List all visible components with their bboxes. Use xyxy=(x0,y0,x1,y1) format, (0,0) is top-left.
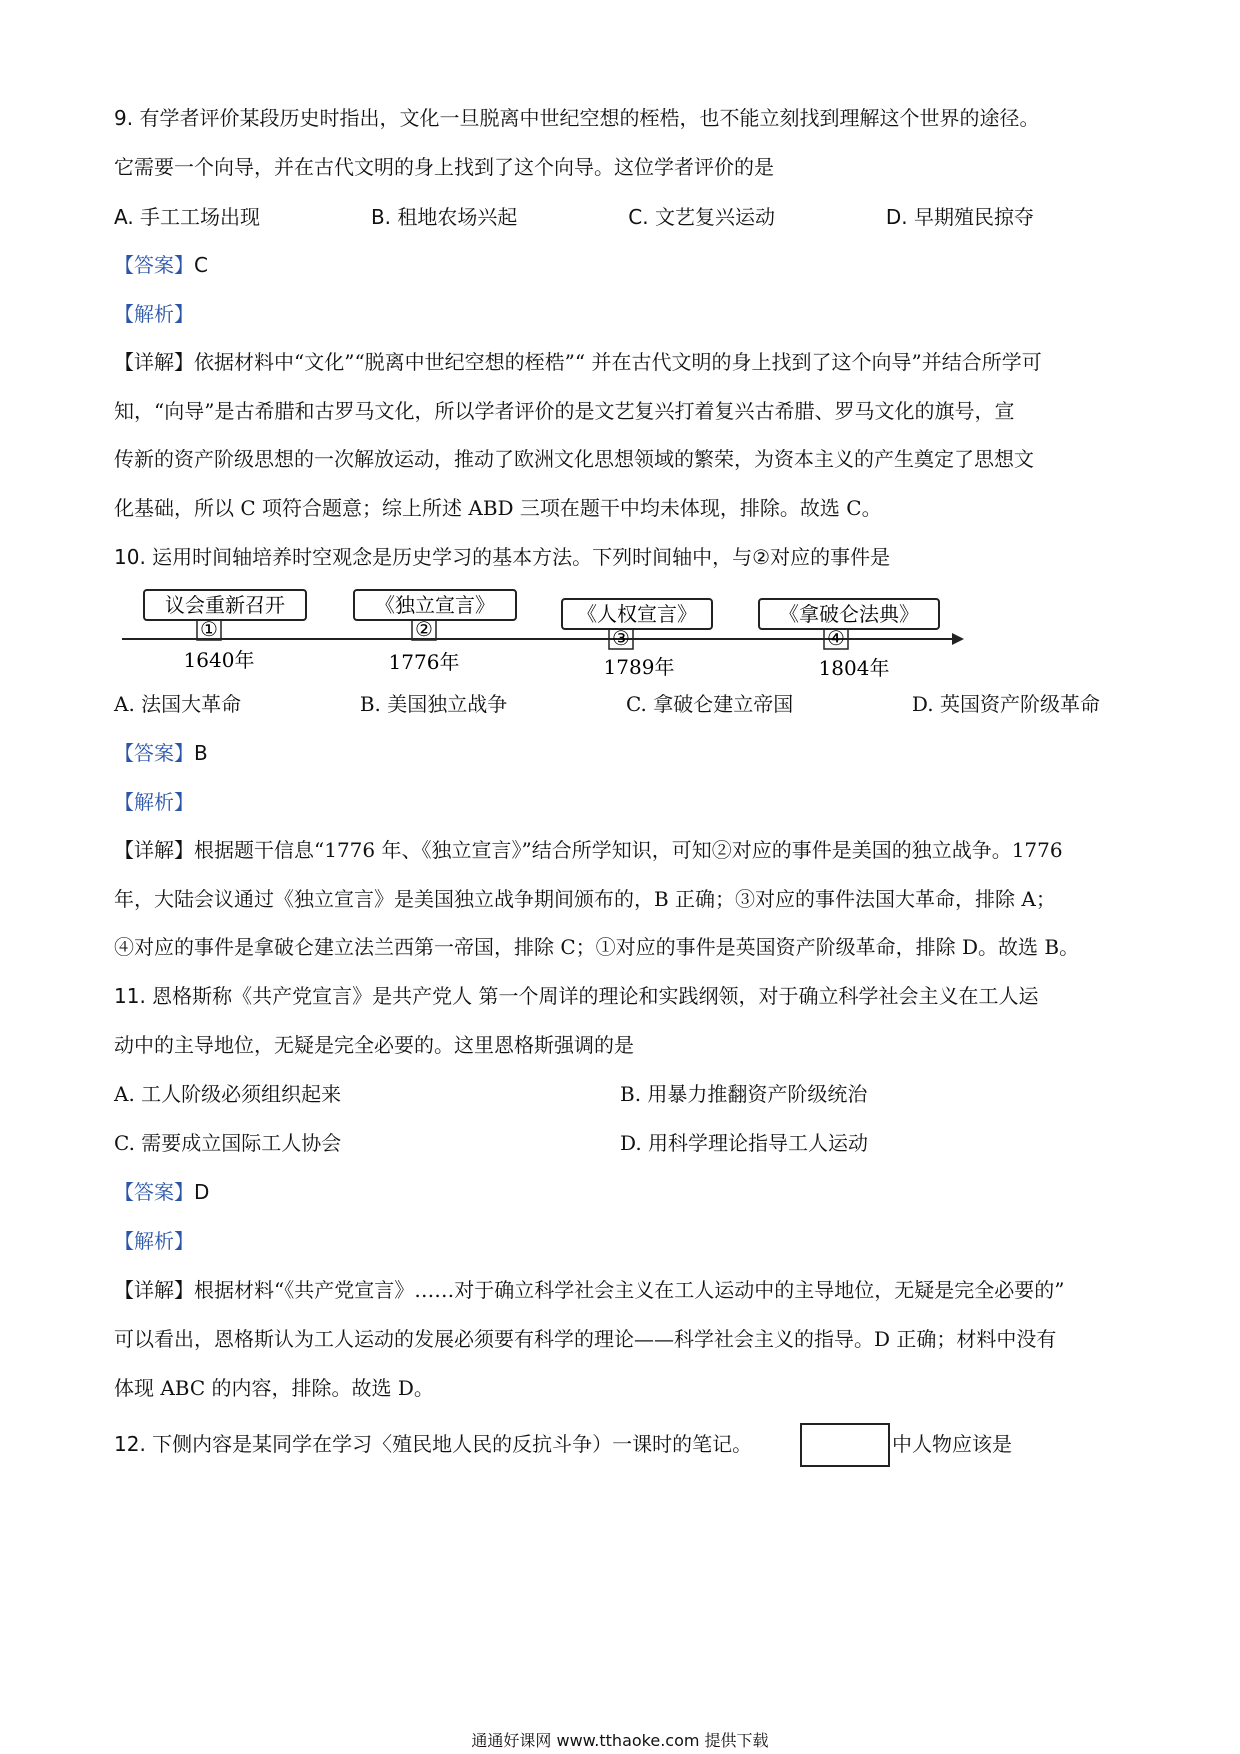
q9-detail-text-1: 依据材料中“文化”“脱离中世纪空想的桎梏”“ 并在古代文明的身上找到了这个向导”并结合所学可 xyxy=(194,350,1042,374)
q10-option-d: D. 英国资产阶级革命 xyxy=(911,692,1100,716)
q11-detail-text-1: 根据材料“《共产党宣言》……对于确立科学社会主义在工人运动中的主导地位，无疑是完全必要的” xyxy=(194,1278,1065,1302)
q11-analysis-heading xyxy=(114,1229,194,1253)
q9-stem-line-2: 它需要一个向导，并在古代文明的身上找到了这个向导。这位学者评价的是 xyxy=(114,155,774,179)
timeline-num-1: ① xyxy=(200,617,218,641)
timeline-event-1 xyxy=(144,590,306,672)
timeline-num-4: ④ xyxy=(827,626,845,650)
timeline-label-1: 议会重新召开 xyxy=(165,593,285,617)
detail-tag: 【详解】 xyxy=(114,1278,194,1302)
answer-blank-box xyxy=(800,1423,890,1467)
q10-option-b: B. 美国独立战争 xyxy=(359,692,508,716)
q11-answer-value: D xyxy=(194,1180,210,1204)
page-footer: 通通好课网 www.tthaoke.com 提供下载 xyxy=(471,1731,769,1750)
timeline-event-2 xyxy=(354,590,516,674)
timeline-label-2: 《独立宣言》 xyxy=(375,593,495,617)
answer-tag: 【答案】 xyxy=(114,741,194,765)
answer-tag: 【答案】 xyxy=(114,1180,194,1204)
q11-stem-line-1: 11. 恩格斯称《共产党宣言》是共产党人 第一个周详的理论和实践纲领，对于确立科学社会主义在工人运 xyxy=(114,984,1039,1008)
q9-detail-line-2: 知，“向导”是古希腊和古罗马文化，所以学者评价的是文艺复兴打着复兴古希腊、罗马文化的旗号，宣 xyxy=(114,399,1015,423)
q10-detail-line-3: ④对应的事件是拿破仑建立法兰西第一帝国，排除 C；①对应的事件是英国资产阶级革命，排除 D。故选 B。 xyxy=(114,935,1080,959)
q9-options xyxy=(114,205,1034,229)
detail-tag: 【详解】 xyxy=(114,838,194,862)
timeline-year-4: 1804年 xyxy=(818,656,890,680)
q10-analysis-heading xyxy=(114,790,194,814)
q10-options xyxy=(114,692,1100,716)
timeline-label-3: 《人权宣言》 xyxy=(577,602,697,626)
q9-option-c: C. 文艺复兴运动 xyxy=(628,205,775,229)
timeline-arrow-icon xyxy=(952,633,964,645)
q10-answer xyxy=(114,741,208,765)
q12-stem-after: 中人物应该是 xyxy=(892,1432,1012,1456)
q10-option-c: C. 拿破仑建立帝国 xyxy=(625,692,794,716)
q9-analysis-heading xyxy=(114,302,194,326)
detail-tag: 【详解】 xyxy=(114,350,194,374)
q11-option-c: C. 需要成立国际工人协会 xyxy=(114,1131,342,1155)
q11-detail-line-1 xyxy=(114,1278,1064,1302)
timeline-num-2: ② xyxy=(415,617,433,641)
q11-option-b: B. 用暴力推翻资产阶级统治 xyxy=(620,1082,868,1106)
q11-detail-line-3: 体现 ABC 的内容，排除。故选 D。 xyxy=(114,1376,434,1400)
q9-detail-line-1 xyxy=(114,350,1042,374)
timeline-num-3: ③ xyxy=(612,626,630,650)
q10-detail-line-2: 年，大陆会议通过《独立宣言》是美国独立战争期间颁布的，B 正确；③对应的事件法国大革命，排除 A； xyxy=(114,887,1056,911)
q10-detail-line-1 xyxy=(114,838,1063,862)
q9-stem-line-1: 9. 有学者评价某段历史时指出，文化一旦脱离中世纪空想的桎梏，也不能立刻找到理解这个世界的途径。 xyxy=(114,106,1040,130)
timeline-label-4: 《拿破仑法典》 xyxy=(779,602,919,626)
q9-option-d: D. 早期殖民掠夺 xyxy=(885,205,1034,229)
q10-option-a: A. 法国大革命 xyxy=(114,692,242,716)
analysis-tag: 【解析】 xyxy=(114,302,194,326)
analysis-tag: 【解析】 xyxy=(114,1229,194,1253)
q9-answer xyxy=(114,253,208,277)
answer-tag: 【答案】 xyxy=(114,253,194,277)
q11-answer xyxy=(114,1180,209,1204)
timeline-year-1: 1640年 xyxy=(183,648,255,672)
q11-stem-line-2: 动中的主导地位，无疑是完全必要的。这里恩格斯强调的是 xyxy=(114,1033,634,1057)
q11-option-d: D. 用科学理论指导工人运动 xyxy=(620,1131,869,1155)
q9-detail-line-3: 传新的资产阶级思想的一次解放运动，推动了欧洲文化思想领域的繁荣，为资本主义的产生奠定了思想文 xyxy=(114,447,1034,471)
q9-detail-line-4: 化基础，所以 C 项符合题意；综上所述 ABD 三项在题干中均未体现，排除。故选 C。 xyxy=(114,496,882,520)
timeline-year-3: 1789年 xyxy=(603,655,675,679)
timeline-diagram xyxy=(114,582,964,682)
q10-answer-value: B xyxy=(194,741,208,765)
q9-option-a: A. 手工工场出现 xyxy=(114,205,261,229)
q9-option-b: B. 租地农场兴起 xyxy=(370,205,518,229)
q12-stem-before: 12. 下侧内容是某同学在学习〈殖民地人民的反抗斗争）一课时的笔记。 xyxy=(114,1432,753,1456)
q10-stem: 10. 运用时间轴培养时空观念是历史学习的基本方法。下列时间轴中，与②对应的事件是 xyxy=(114,545,891,569)
q9-answer-value: C xyxy=(194,253,208,277)
q10-detail-text-1: 根据题干信息“1776 年、《独立宣言》”结合所学知识，可知②对应的事件是美国的独立战争。1776 xyxy=(194,838,1063,862)
timeline-year-2: 1776年 xyxy=(388,650,460,674)
q11-detail-line-2: 可以看出，恩格斯认为工人运动的发展必须要有科学的理论——科学社会主义的指导。D 正确；材料中没有 xyxy=(114,1327,1057,1351)
q11-option-a: A. 工人阶级必须组织起来 xyxy=(114,1082,342,1106)
analysis-tag: 【解析】 xyxy=(114,790,194,814)
